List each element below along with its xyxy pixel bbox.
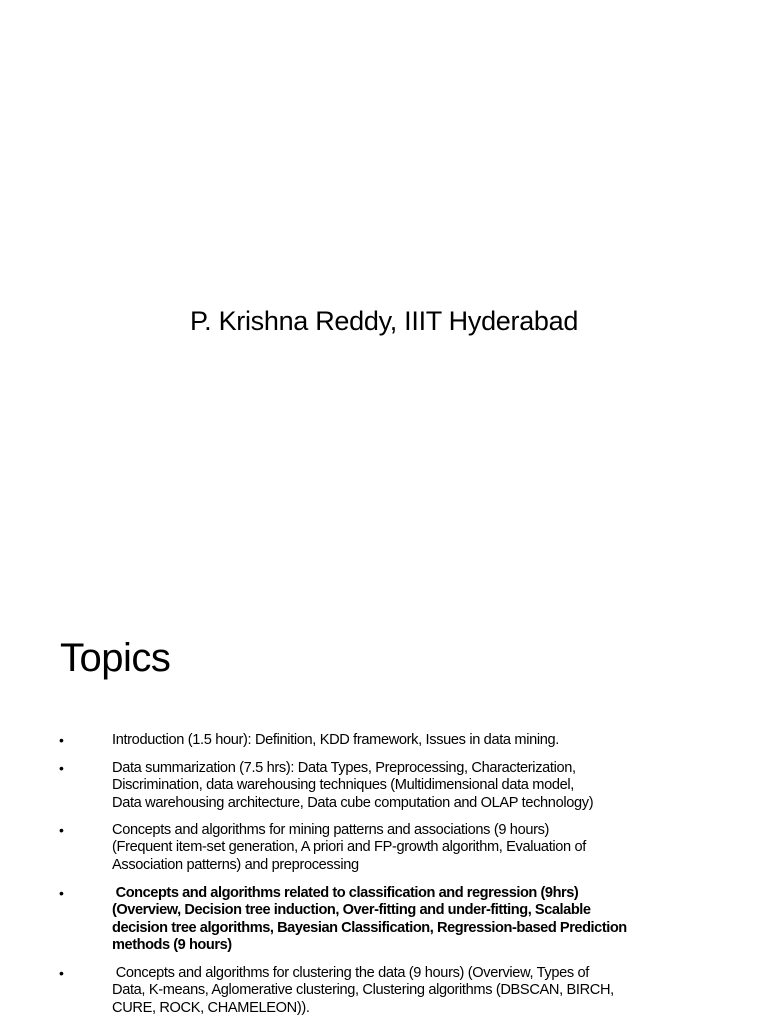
bullet: • xyxy=(59,760,64,776)
topics-heading: Topics xyxy=(60,636,171,680)
topic-line: Association patterns) and preprocessing xyxy=(112,856,359,873)
topic-line: Discrimination, data warehousing techniques (Multidimensional data model, xyxy=(112,777,574,794)
topic-line: methods (9 hours) xyxy=(112,937,232,954)
topic-line: decision tree algorithms, Bayesian Classification, Regression-based Prediction xyxy=(112,919,627,936)
topic-line: Data warehousing architecture, Data cube computation and OLAP technology) xyxy=(112,794,594,811)
bullet: • xyxy=(59,885,64,901)
topic-line: Introduction (1.5 hour): Definition, KDD framework, Issues in data mining. xyxy=(112,732,559,748)
topic-line: (Overview, Decision tree induction, Over-fitting and under-fitting, Scalable xyxy=(112,902,591,919)
topic-line: (Frequent item-set generation, A priori and FP-growth algorithm, Evaluation of xyxy=(112,839,587,856)
bullet: • xyxy=(59,732,64,748)
topic-line: Data, K-means, Aglomerative clustering, Clustering algorithms (DBSCAN, BIRCH, xyxy=(112,982,614,999)
topic-line: Concepts and algorithms for clustering the data (9 hours) (Overview, Types of xyxy=(112,965,589,981)
author-title: P. Krishna Reddy, IIIT Hyderabad xyxy=(189,306,579,336)
bullet: • xyxy=(59,965,64,981)
topic-line: Concepts and algorithms related to classification and regression (9hrs) xyxy=(112,885,579,901)
topic-line: CURE, ROCK, CHAMELEON)). xyxy=(112,999,310,1016)
topic-line: Data summarization (7.5 hrs): Data Types, Preprocessing, Characterization, xyxy=(112,760,576,776)
bullet: • xyxy=(59,822,64,838)
topic-line: Concepts and algorithms for mining patterns and associations (9 hours) xyxy=(112,822,550,838)
